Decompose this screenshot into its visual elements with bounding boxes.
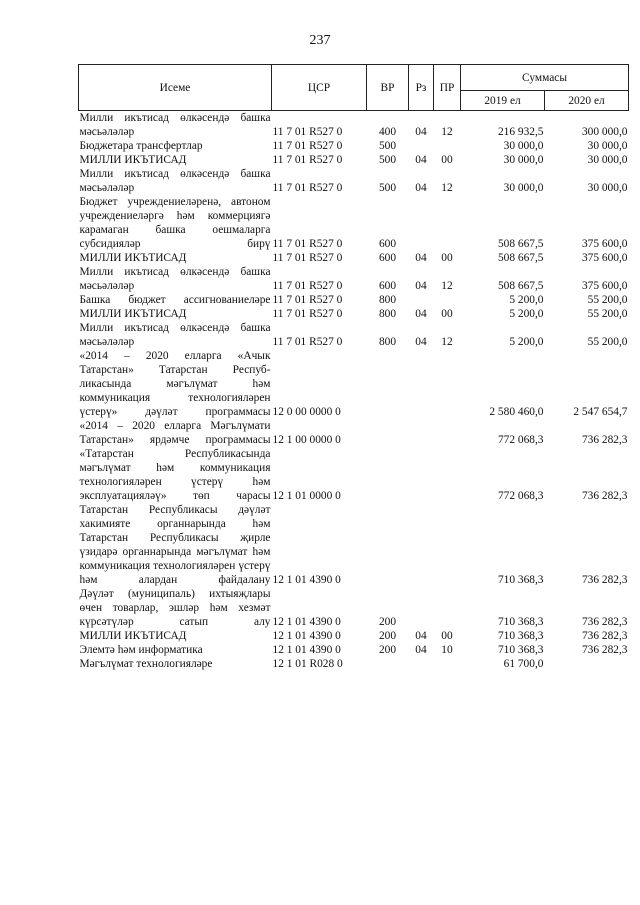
row-csr-code: 11 7 01 R527 0 xyxy=(272,252,343,264)
row-sum-2019: 5 200,0 xyxy=(509,294,544,306)
row-sum-2019: 710 368,3 xyxy=(497,574,544,586)
row-vr-code: 500 xyxy=(378,140,397,152)
row-vr-code xyxy=(367,657,409,671)
row-sum-2020: 736 282,3 xyxy=(581,616,628,628)
row-csr-code: 12 1 01 0000 0 xyxy=(272,490,341,502)
row-vr-code: 800 xyxy=(378,294,397,306)
row-name: «Татарстан Республикасында мәгълүмат һәм коммуникация технологияләрен үстерү һәм эксплуатацияләү» төп чарасы xyxy=(79,448,271,502)
row-name: Башка бюджет ассигнованиеләре xyxy=(79,294,271,306)
row-pr-code xyxy=(434,447,461,503)
row-sum-2019: 61 700,0 xyxy=(503,658,544,670)
row-rz-code: 04 xyxy=(415,252,427,264)
row-sum-2020: 30 000,0 xyxy=(587,182,628,194)
row-csr-code: 12 0 00 0000 0 xyxy=(272,406,341,418)
col-header-year-2020: 2020 ел xyxy=(545,91,629,111)
row-sum-2019: 5 200,0 xyxy=(509,308,544,320)
row-csr-code: 11 7 01 R527 0 xyxy=(272,308,343,320)
row-sum-2019: 30 000,0 xyxy=(503,154,544,166)
row-rz-code xyxy=(409,419,434,447)
table-row xyxy=(79,111,629,140)
col-header-pr: ПР xyxy=(434,65,461,111)
row-sum-2020: 736 282,3 xyxy=(581,644,628,656)
row-sum-2019: 216 932,5 xyxy=(497,126,544,138)
row-vr-code: 600 xyxy=(378,238,397,250)
col-header-vr: ВР xyxy=(367,65,409,111)
row-sum-2020: 2 547 654,7 xyxy=(573,406,628,418)
row-pr-code xyxy=(434,503,461,587)
row-rz-code: 04 xyxy=(415,630,427,642)
col-header-csr: ЦСР xyxy=(272,65,367,111)
row-sum-2020: 375 600,0 xyxy=(581,252,628,264)
row-pr-code: 00 xyxy=(441,308,453,320)
page-number: 237 xyxy=(309,33,331,48)
row-rz-code xyxy=(409,349,434,419)
row-csr-code: 12 1 01 4390 0 xyxy=(272,630,341,642)
row-name: Милли икътисад өлкәсендә башка мәсьәләләр xyxy=(79,322,271,348)
row-vr-code: 400 xyxy=(378,126,397,138)
row-rz-code xyxy=(409,139,434,153)
row-sum-2020: 55 200,0 xyxy=(587,336,628,348)
row-sum-2020: 55 200,0 xyxy=(587,294,628,306)
row-rz-code: 04 xyxy=(415,154,427,166)
row-csr-code: 12 1 01 4390 0 xyxy=(272,644,341,656)
row-csr-code: 12 1 01 R028 0 xyxy=(272,658,343,670)
table-row xyxy=(79,643,629,657)
row-sum-2019: 772 068,3 xyxy=(497,490,544,502)
row-name: Милли икътисад өлкәсендә башка мәсьәләләр xyxy=(79,168,271,194)
row-name: Бюджет учреждениеләренә, автоном учреждениеләргә һәм коммерциягә карамаган башка оешмаларга субсидияләр бирү xyxy=(79,196,271,250)
row-sum-2020: 30 000,0 xyxy=(587,154,628,166)
row-rz-code: 04 xyxy=(415,308,427,320)
table-body xyxy=(79,111,629,672)
row-pr-code: 12 xyxy=(441,280,453,292)
row-sum-2019: 2 580 460,0 xyxy=(489,406,544,418)
row-pr-code xyxy=(434,349,461,419)
row-pr-code: 00 xyxy=(441,252,453,264)
row-rz-code xyxy=(409,503,434,587)
row-sum-2019: 772 068,3 xyxy=(497,434,544,446)
row-pr-code: 10 xyxy=(441,644,453,656)
row-name: «2014 – 2020 елларга Мәгълүмати Татарстан» ярдәмче программасы xyxy=(79,420,271,446)
budget-table xyxy=(78,64,629,671)
row-sum-2019: 30 000,0 xyxy=(503,140,544,152)
row-rz-code xyxy=(409,447,434,503)
row-rz-code: 04 xyxy=(415,336,427,348)
row-name: МИЛЛИ ИКЪТИСАД xyxy=(79,154,187,166)
row-sum-2020: 55 200,0 xyxy=(587,308,628,320)
table-row xyxy=(79,657,629,671)
row-vr-code: 200 xyxy=(378,616,397,628)
row-name: Бюджетара трансфертлар xyxy=(79,140,203,152)
row-name: Дәүләт (муниципаль) ихтыяҗлары өчен товарлар, эшләр һәм хезмәт күрсәтүләр сатып алу xyxy=(79,588,271,628)
row-sum-2020: 736 282,3 xyxy=(581,434,628,446)
row-csr-code: 11 7 01 R527 0 xyxy=(272,140,343,152)
row-sum-2020: 736 282,3 xyxy=(581,574,628,586)
table-row xyxy=(79,167,629,195)
row-sum-2019: 710 368,3 xyxy=(497,616,544,628)
row-sum-2020 xyxy=(545,657,629,671)
table-row xyxy=(79,293,629,307)
row-csr-code: 11 7 01 R527 0 xyxy=(272,182,343,194)
row-csr-code: 12 1 01 4390 0 xyxy=(272,574,341,586)
row-sum-2019: 5 200,0 xyxy=(509,336,544,348)
row-sum-2019: 508 667,5 xyxy=(497,280,544,292)
col-header-year-2019: 2019 ел xyxy=(461,91,545,111)
row-name: «2014 – 2020 елларга «Ачык Татарстан» Татарстан Республикасында мәгълүмат һәм коммуникация технологияләрен үстерү» дәүләт программасы xyxy=(79,350,271,418)
row-pr-code xyxy=(434,587,461,629)
row-vr-code: 500 xyxy=(378,182,397,194)
row-pr-code xyxy=(434,293,461,307)
row-vr-code: 500 xyxy=(378,154,397,166)
row-pr-code: 12 xyxy=(441,336,453,348)
row-name: Мәгълүмат технологияләре xyxy=(79,658,213,670)
row-sum-2020: 736 282,3 xyxy=(581,630,628,642)
row-csr-code: 11 7 01 R527 0 xyxy=(272,154,343,166)
row-vr-code xyxy=(367,419,409,447)
row-vr-code: 200 xyxy=(378,630,397,642)
row-rz-code xyxy=(409,657,434,671)
row-sum-2019: 710 368,3 xyxy=(497,644,544,656)
row-rz-code xyxy=(409,195,434,251)
table-row xyxy=(79,349,629,419)
table-row xyxy=(79,447,629,503)
row-vr-code xyxy=(367,503,409,587)
row-pr-code xyxy=(434,419,461,447)
row-pr-code xyxy=(434,195,461,251)
row-name: МИЛЛИ ИКЪТИСАД xyxy=(79,308,187,320)
table-header xyxy=(79,65,629,111)
table-row xyxy=(79,503,629,587)
row-sum-2020: 300 000,0 xyxy=(581,126,628,138)
row-csr-code: 11 7 01 R527 0 xyxy=(272,126,343,138)
table-row xyxy=(79,419,629,447)
table-row xyxy=(79,629,629,643)
row-sum-2019: 30 000,0 xyxy=(503,182,544,194)
col-header-rz: Рз xyxy=(409,65,434,111)
row-name: Милли икътисад өлкәсендә башка мәсьәләләр xyxy=(79,112,271,138)
row-csr-code: 11 7 01 R527 0 xyxy=(272,280,343,292)
row-sum-2019: 508 667,5 xyxy=(497,252,544,264)
table-row xyxy=(79,251,629,265)
row-rz-code: 04 xyxy=(415,182,427,194)
row-rz-code: 04 xyxy=(415,644,427,656)
col-header-sums: Суммасы xyxy=(461,65,629,91)
row-vr-code xyxy=(367,349,409,419)
table-row xyxy=(79,139,629,153)
row-name: Милли икътисад өлкәсендә башка мәсьәләләр xyxy=(79,266,271,292)
row-sum-2020: 30 000,0 xyxy=(587,140,628,152)
row-name: Татарстан Республикасы дәүләт хакимияте органнарында һәм Татарстан Республикасы җирле үзидарә органнарында мәгълүмат һәм коммуникация технологияләрен үстерү һәм алардан файдалану xyxy=(79,504,271,586)
row-name: МИЛЛИ ИКЪТИСАД xyxy=(79,252,187,264)
row-pr-code xyxy=(434,139,461,153)
table-row xyxy=(79,587,629,629)
row-sum-2019: 710 368,3 xyxy=(497,630,544,642)
row-vr-code xyxy=(367,447,409,503)
row-csr-code: 11 7 01 R527 0 xyxy=(272,238,343,250)
row-sum-2020: 375 600,0 xyxy=(581,238,628,250)
row-rz-code: 04 xyxy=(415,126,427,138)
row-rz-code xyxy=(409,587,434,629)
table-row xyxy=(79,321,629,349)
table-row xyxy=(79,195,629,251)
row-rz-code xyxy=(409,293,434,307)
table-row xyxy=(79,153,629,167)
row-pr-code: 00 xyxy=(441,630,453,642)
row-vr-code: 200 xyxy=(378,644,397,656)
row-name: Элемтә һәм информатика xyxy=(79,644,203,656)
row-rz-code: 04 xyxy=(415,280,427,292)
row-sum-2019: 508 667,5 xyxy=(497,238,544,250)
row-csr-code: 12 1 00 0000 0 xyxy=(272,434,341,446)
row-name: МИЛЛИ ИКЪТИСАД xyxy=(79,630,187,642)
row-sum-2020: 736 282,3 xyxy=(581,490,628,502)
row-pr-code xyxy=(434,657,461,671)
row-vr-code: 800 xyxy=(378,336,397,348)
col-header-name: Исеме xyxy=(79,65,272,111)
row-vr-code: 600 xyxy=(378,280,397,292)
row-sum-2020: 375 600,0 xyxy=(581,280,628,292)
row-pr-code: 12 xyxy=(441,182,453,194)
row-pr-code: 12 xyxy=(441,126,453,138)
table-row xyxy=(79,265,629,293)
row-csr-code: 11 7 01 R527 0 xyxy=(272,336,343,348)
row-csr-code: 11 7 01 R527 0 xyxy=(272,294,343,306)
row-csr-code: 12 1 01 4390 0 xyxy=(272,616,341,628)
row-vr-code: 800 xyxy=(378,308,397,320)
table-row xyxy=(79,307,629,321)
row-pr-code: 00 xyxy=(441,154,453,166)
row-vr-code: 600 xyxy=(378,252,397,264)
